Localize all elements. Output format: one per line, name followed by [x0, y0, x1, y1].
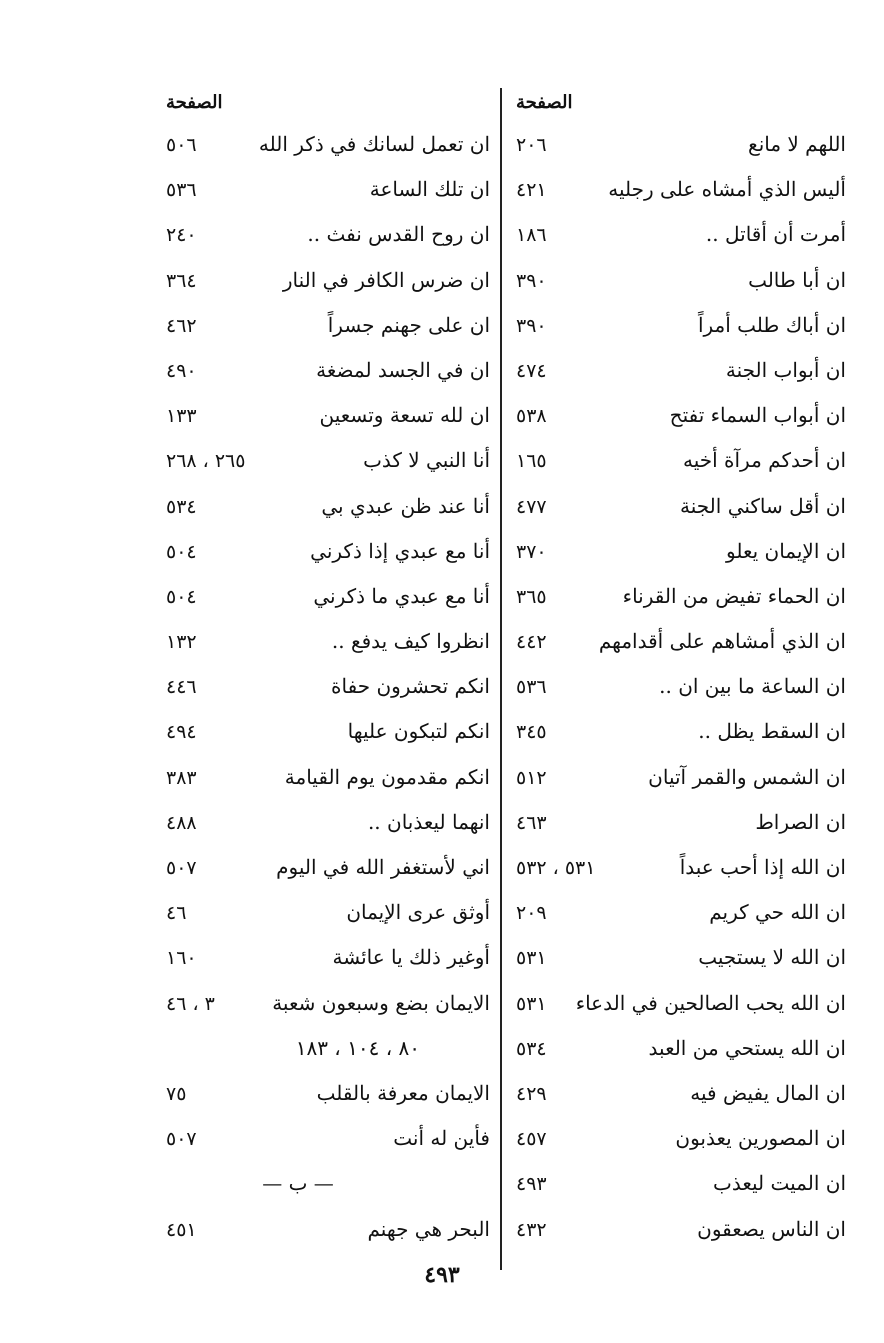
entry-page: ٤٩٠ — [166, 359, 197, 382]
index-entry — [516, 937, 846, 982]
entry-text: ان أحدكم مرآة أخيه — [682, 448, 846, 473]
entry-page: ٢٠٩ — [516, 902, 547, 925]
left-column — [166, 92, 490, 1254]
index-entry — [166, 305, 490, 350]
index-entry — [516, 350, 846, 395]
index-entry — [516, 305, 846, 350]
index-entry — [516, 802, 846, 847]
right-column-header — [516, 92, 846, 124]
index-entry — [166, 169, 490, 214]
entry-page: ٥٣٤ — [516, 1037, 547, 1060]
entry-text: انكم لتبكون عليها — [347, 719, 490, 744]
index-entry — [166, 666, 490, 711]
entry-text: ان على جهنم جسراً — [327, 312, 490, 337]
entry-page: ٣٤٥ — [516, 721, 547, 744]
entry-text: انكم مقدمون يوم القيامة — [284, 764, 490, 789]
index-entry — [166, 847, 490, 892]
index-entry — [516, 440, 846, 485]
index-entry — [166, 1209, 490, 1254]
entry-text: ان الساعة ما بين ان .. — [659, 674, 846, 699]
entry-page: ١٦٥ — [516, 450, 547, 473]
entry-text: ان الميت ليعذب — [713, 1171, 846, 1196]
index-entry — [516, 892, 846, 937]
entry-page: ٣٦٤ — [166, 269, 197, 292]
entry-page: ٢٤٠ — [166, 224, 197, 247]
index-entry — [166, 440, 490, 485]
entry-text: ان أبواب السماء تفتح — [669, 403, 846, 428]
index-entry — [516, 757, 846, 802]
index-entry — [516, 1163, 846, 1208]
entry-page: ٥٠٤ — [166, 585, 197, 608]
entry-text: ان أباك طلب أمراً — [697, 312, 846, 337]
index-entry — [166, 711, 490, 756]
entry-page: ٤٦٢ — [166, 314, 197, 337]
entry-text: ان السقط يظل .. — [698, 719, 846, 744]
entry-page: ٥٣١ — [516, 992, 547, 1015]
index-entry — [166, 1118, 490, 1163]
entry-page: ٥٠٦ — [166, 134, 197, 156]
index-entry — [516, 1118, 846, 1163]
entry-text: ان تعمل لسانك في ذكر الله — [258, 132, 490, 156]
entry-text: ان أبا طالب — [748, 267, 846, 292]
entry-page: ٤٦٣ — [516, 811, 547, 834]
index-entry — [166, 124, 490, 169]
entry-text: ان روح القدس نفث .. — [307, 222, 490, 247]
index-entry — [516, 260, 846, 305]
entry-text: ان تلك الساعة — [369, 177, 490, 202]
entry-text: أليس الذي أمشاه على رجليه — [608, 177, 846, 202]
entry-page: ٥٣١ — [516, 947, 547, 970]
entry-text: ان الله يستحي من العبد — [648, 1035, 846, 1060]
entry-page: ٤٧٤ — [516, 359, 547, 382]
index-entry — [516, 621, 846, 666]
index-entry — [516, 847, 846, 892]
entry-page: ٣٨٣ — [166, 766, 197, 789]
index-entry — [516, 1209, 846, 1254]
index-entry — [166, 395, 490, 440]
index-entry — [166, 937, 490, 982]
entry-page: ٣٩٠ — [516, 269, 547, 292]
entry-text: أنا مع عبدي ما ذكرني — [313, 583, 490, 608]
page-column-label: الصفحة — [516, 92, 573, 113]
entry-page: ٤٨٨ — [166, 811, 197, 834]
entry-page: ٥٣١ ، ٥٣٢ — [516, 857, 596, 879]
entry-page: ٥٣٦ — [166, 179, 197, 202]
index-entry — [166, 757, 490, 802]
entry-text: ان الناس يصعقون — [697, 1216, 846, 1241]
entry-text: البحر هي جهنم — [367, 1216, 490, 1241]
entry-page: ٣٧٠ — [516, 540, 547, 563]
entry-page: ١٣٣ — [166, 405, 197, 428]
entry-page: ٣ ، ٤٦ — [166, 992, 215, 1015]
index-entry — [166, 892, 490, 937]
index-entry — [166, 1028, 490, 1073]
left-column-header — [166, 92, 490, 124]
entry-text: أنا عند ظن عبدي بي — [321, 493, 490, 518]
entry-text: — ب — — [262, 1171, 334, 1196]
entry-text: ان لله تسعة وتسعين — [319, 403, 490, 428]
entry-page: ٤٦ — [166, 902, 187, 925]
entry-text: ٨٠ ، ١٠٤ ، ١٨٣ — [295, 1035, 420, 1060]
index-entry — [166, 486, 490, 531]
entry-page: ٤٢١ — [516, 179, 547, 202]
entry-page: ٢٦٥ ، ٢٦٨ — [166, 450, 246, 473]
entry-page: ٤٢٩ — [516, 1082, 547, 1105]
entry-page: ١٨٦ — [516, 224, 547, 247]
entry-page: ٥٠٧ — [166, 1128, 197, 1151]
index-entry — [516, 711, 846, 756]
entry-text: ان المال يفيض فيه — [690, 1080, 846, 1105]
entry-page: ٤٩٤ — [166, 721, 197, 744]
entry-text: ان في الجسد لمضغة — [316, 357, 490, 382]
entry-page: ٥٣٤ — [166, 495, 197, 518]
page-column-label: الصفحة — [166, 92, 223, 113]
entry-text: ان الله لا يستجيب — [698, 945, 846, 970]
entry-text: اني لأستغفر الله في اليوم — [276, 855, 490, 879]
index-entry — [166, 802, 490, 847]
entry-page: ٥٣٨ — [516, 405, 547, 428]
entry-text: ان الله يحب الصالحين في الدعاء — [575, 990, 846, 1015]
entry-text: أنا مع عبدي إذا ذكرني — [310, 538, 490, 563]
entry-page: ٣٦٥ — [516, 585, 547, 608]
entry-page: ٤٤٢ — [516, 631, 547, 654]
entry-page: ٤٧٧ — [516, 495, 547, 518]
right-column — [516, 92, 846, 1254]
index-entry — [516, 486, 846, 531]
entry-text: ان الحماء تفيض من القرناء — [622, 583, 846, 608]
index-entry — [166, 350, 490, 395]
index-entry — [516, 1028, 846, 1073]
entry-page: ٤٥٧ — [516, 1128, 547, 1151]
entry-page: ٥٠٧ — [166, 857, 197, 879]
index-entry — [516, 1073, 846, 1118]
index-entry — [166, 1073, 490, 1118]
index-entry — [516, 169, 846, 214]
entry-text: ان الله إذا أحب عبداً — [679, 855, 846, 879]
entry-page: ٤٤٦ — [166, 676, 197, 699]
index-entry — [166, 576, 490, 621]
entry-text: اللهم لا مانع — [748, 132, 846, 156]
index-entry — [516, 983, 846, 1028]
entry-page: ٥١٢ — [516, 766, 547, 789]
index-entry — [166, 214, 490, 259]
right-entries — [516, 124, 846, 1254]
entry-text: أمرت أن أقاتل .. — [705, 222, 846, 247]
entry-text: فأين له أنت — [393, 1126, 490, 1151]
entry-page: ٣٩٠ — [516, 314, 547, 337]
entry-page: ٤٩٣ — [516, 1173, 547, 1196]
entry-text: ان الصراط — [755, 809, 846, 834]
entry-page: ٤٥١ — [166, 1218, 197, 1241]
entry-page: ٥٠٤ — [166, 540, 197, 563]
index-entry — [516, 124, 846, 169]
entry-page: ١٦٠ — [166, 947, 197, 970]
left-entries — [166, 124, 490, 1254]
page-number: ٤٩٣ — [424, 1262, 460, 1288]
entry-text: انكم تحشرون حفاة — [331, 674, 490, 699]
entry-text: ان الذي أمشاهم على أقدامهم — [598, 629, 846, 654]
index-entry — [516, 666, 846, 711]
entry-text: أنا النبي لا كذب — [363, 448, 490, 473]
entry-page: ٧٥ — [166, 1082, 187, 1105]
entry-text: ان الشمس والقمر آتيان — [648, 764, 846, 789]
index-entry — [516, 531, 846, 576]
entry-text: ان ضرس الكافر في النار — [282, 267, 490, 292]
index-entry — [166, 531, 490, 576]
column-divider — [500, 88, 502, 1270]
entry-text: ان أقل ساكني الجنة — [680, 493, 846, 518]
entry-page: ٥٣٦ — [516, 676, 547, 699]
index-entry — [516, 576, 846, 621]
entry-text: أوثق عرى الإيمان — [346, 900, 490, 925]
entry-text: ان المصورين يعذبون — [675, 1126, 846, 1151]
entry-page: ٢٠٦ — [516, 134, 547, 156]
index-entry — [166, 260, 490, 305]
entry-text: انهما ليعذبان .. — [367, 809, 490, 834]
index-entry — [516, 395, 846, 440]
index-entry — [166, 621, 490, 666]
entry-page: ٤٣٢ — [516, 1218, 547, 1241]
entry-page: ١٣٢ — [166, 631, 197, 654]
entry-text: ان الإيمان يعلو — [726, 538, 846, 563]
entry-text: أوغير ذلك يا عائشة — [332, 945, 490, 970]
entry-text: انظروا كيف يدفع .. — [331, 629, 490, 654]
entry-text: الايمان معرفة بالقلب — [316, 1080, 490, 1105]
entry-text: ان أبواب الجنة — [725, 357, 846, 382]
index-entry — [166, 983, 490, 1028]
index-entry — [516, 214, 846, 259]
section-letter — [166, 1163, 490, 1208]
entry-text: الايمان بضع وسبعون شعبة — [272, 990, 490, 1015]
entry-text: ان الله حي كريم — [709, 900, 846, 925]
